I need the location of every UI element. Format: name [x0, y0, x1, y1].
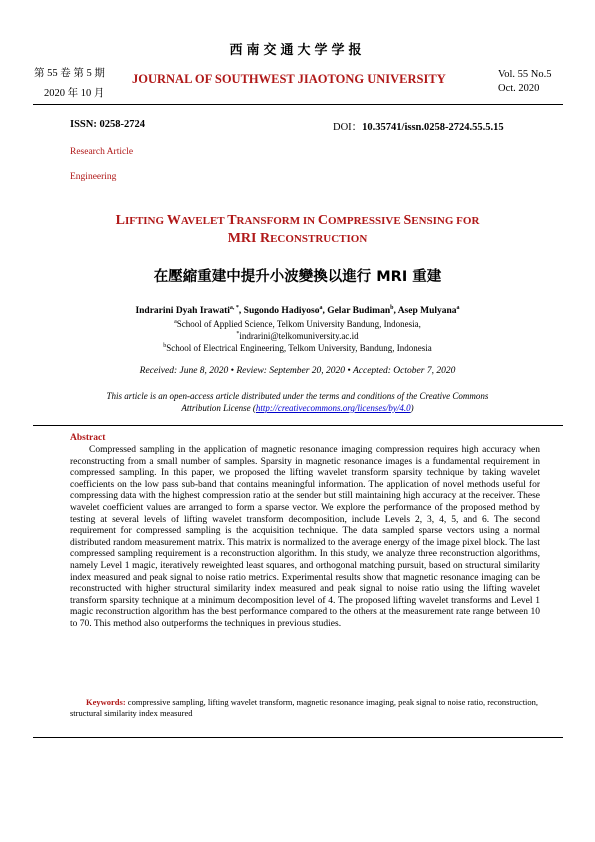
- subject-field: Engineering: [70, 172, 117, 182]
- author-superscript: a: [319, 304, 323, 311]
- affiliation-superscript: a: [174, 319, 177, 325]
- author-name: Indrarini Dyah Irawati: [135, 306, 230, 316]
- paper-title-english: [60, 212, 535, 248]
- issn: ISSN: 0258-2724: [70, 119, 145, 130]
- journal-title-chinese: 西南交通大学学报: [229, 42, 366, 57]
- header-rule: [33, 104, 563, 105]
- title-line-2: [60, 230, 535, 248]
- title-cap: W: [166, 213, 181, 228]
- title-smallcaps: IFTING: [124, 215, 167, 227]
- keywords-text: compressive sampling, lifting wavelet transform, magnetic resonance imaging, peak signal to noise ratio, reconstruction, structural similarity index measured: [70, 697, 539, 718]
- article-type: Research Article: [70, 147, 134, 157]
- paper-title-chinese: 在壓縮重建中提升小波變換以進行 MRI 重建: [153, 269, 442, 285]
- license-link[interactable]: http://creativecommons.org/licenses/by/4.0: [255, 403, 411, 413]
- affiliation-b: [0, 343, 595, 353]
- title-cap: L: [115, 213, 125, 228]
- license-notice: [95, 390, 500, 414]
- author-superscript: b: [390, 304, 394, 311]
- author-name: Gelar Budiman: [327, 306, 391, 316]
- abstract-top-rule: [33, 425, 563, 426]
- volume-issue-english: [498, 68, 551, 96]
- journal-title-english: JOURNAL OF SOUTHWEST JIAOTONG UNIVERSITY: [132, 72, 446, 86]
- title-smallcaps: RANSFORM IN: [236, 215, 318, 227]
- author-list: Indrarini Dyah Irawati$^{a, *}$, Sugondo Hadiyoso$^a$, Gelar Budiman$^b$, Asep Mulyana$^a$: [135, 304, 460, 316]
- title-line-1: [60, 212, 535, 230]
- email-superscript: *: [236, 331, 240, 337]
- issue-date: Oct. 2020: [498, 83, 540, 94]
- keywords-label: Keywords:: [86, 697, 126, 707]
- title-cap: C: [317, 213, 328, 228]
- date-chinese: 2020 年 10 月: [44, 88, 105, 99]
- doi-label: DOI：: [333, 122, 363, 133]
- license-close: ): [410, 403, 414, 413]
- keywords: [70, 697, 540, 719]
- volume-issue-chinese: 第 55 卷 第 5 期: [34, 68, 105, 79]
- author-superscript: a, *: [229, 304, 239, 311]
- volume-number: Vol. 55 No.5: [498, 69, 552, 80]
- title-cap: T: [227, 213, 237, 228]
- title-cap: S: [403, 213, 412, 228]
- doi-value: 10.35741/issn.0258-2724.55.5.15: [362, 122, 504, 133]
- title-smallcaps: ECONSTRUCTION: [270, 233, 368, 245]
- title-smallcaps: ENSING FOR: [411, 215, 480, 227]
- affiliation-text: School of Applied Science, Telkom University Bandung, Indonesia,: [176, 319, 421, 329]
- abstract-heading: Abstract: [70, 433, 106, 443]
- affiliation-text: School of Electrical Engineering, Telkom University, Bandung, Indonesia: [166, 343, 432, 353]
- abstract-body: Compressed sampling in the application of magnetic resonance imaging compression requires high accuracy when reconstructing from a small number of samples. Sparsity in magnetic resonance images is a fundamental requirement in compressed sampling. In this paper, we proposed the lifting wavelet transform sparsity technique by taking wavelet coefficients on the low pass sub-band that contains meaningful information. The application of novel methods useful for compressing data with the highest compression ratio at the sender but still maintaining high accuracy at the receiver. These wavelet coefficient values are arranged to form a sparse vector. We explore the performance of the proposed method by testing at several levels of lifting wavelet transform decomposition, include Levels 2, 3, 4, 5, and 6. The second requirement for compressed sampling is the acquisition technique. The data sampled sparse vectors using a normal distributed random measurement matrix. This matrix is normalized to the average energy of the image pixel block. The last compressed sampling requirement is a reconstruction algorithm. In this study, we analyze three reconstruction algorithms, namely Level 1 magic, iteratively reweighted least squares, and orthogonal matching pursuit, based on structural similarity index measured and peak signal to noise ratio metrics. Experimental results show that magnetic resonance imaging can be reconstructed with higher structural similarity index measured and peak signal to noise ratio using the lifting wavelet transform sparsity technique at a minimum decomposition level of 4. The proposed lifting wavelet transforms and Level 1 magic reconstruction algorithm has the best performance compared to the others at the measurement rate range between 10 to 70. This method also outperforms the techniques in previous studies.: [70, 445, 540, 629]
- author-name: Sugondo Hadiyoso: [243, 306, 320, 316]
- abstract-bottom-rule: [33, 737, 563, 738]
- title-cap: MRI R: [227, 231, 271, 246]
- title-smallcaps: AVELET: [180, 215, 228, 227]
- license-text: This article is an open-access article distributed under the terms and conditions of the Creative Commons Attribution License (: [106, 391, 489, 413]
- affiliation-a: [0, 319, 595, 329]
- email-text: indrarini@telkomuniversity.ac.id: [239, 331, 359, 341]
- title-smallcaps: OMPRESSIVE: [327, 215, 404, 227]
- author-superscript: a: [456, 304, 460, 311]
- doi: [333, 119, 504, 134]
- affiliation-superscript: b: [163, 343, 167, 349]
- author-name: Asep Mulyana: [397, 306, 457, 316]
- article-dates: Received: June 8, 2020 • Review: September 20, 2020 • Accepted: October 7, 2020: [139, 366, 456, 376]
- corresponding-email: [0, 331, 595, 341]
